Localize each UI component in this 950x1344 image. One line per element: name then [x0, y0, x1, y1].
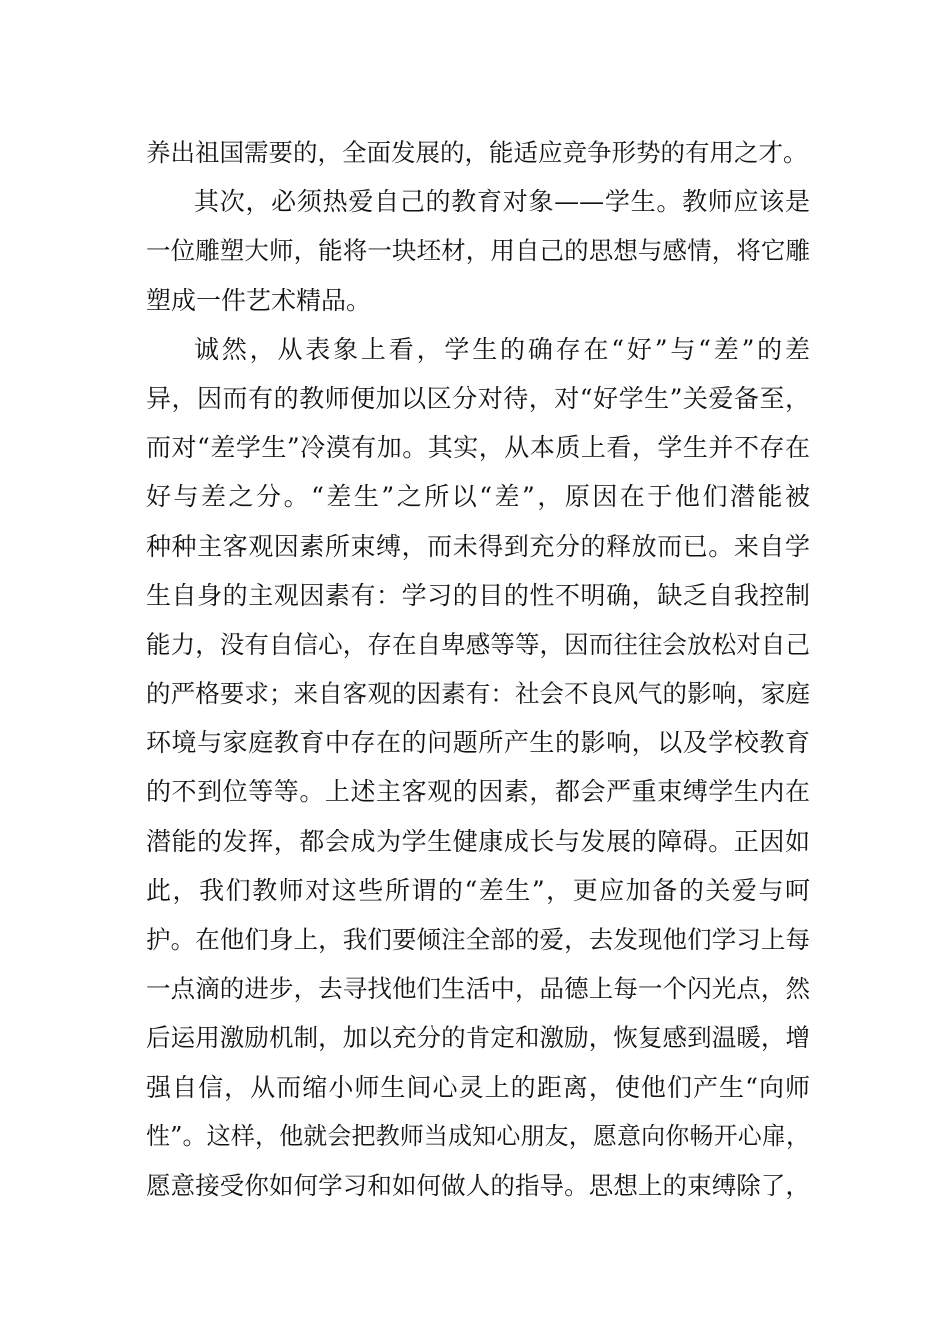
text-line: 强自信，从而缩小师生间心灵上的距离，使他们产生“向师 — [146, 1072, 810, 1102]
text-line: 异，因而有的教师便加以区分对待，对“好学生”关爱备至， — [146, 383, 810, 413]
paragraph-start-line: 诚然，从表象上看，学生的确存在“好”与“差”的差 — [194, 334, 810, 364]
text-line: 环境与家庭教育中存在的问题所产生的影响，以及学校教育 — [146, 728, 810, 758]
text-line: 能力，没有自信心，存在自卑感等等，因而往往会放松对自己 — [146, 629, 810, 659]
text-line: 养出祖国需要的，全面发展的，能适应竞争形势的有用之才。 — [146, 138, 808, 167]
text-line: 护。在他们身上，我们要倾注全部的爱，去发现他们学习上每 — [146, 925, 810, 954]
text-line: 种种主客观因素所束缚，而未得到充分的释放而已。来自学 — [146, 531, 810, 561]
paragraph-start-line: 其次，必须热爱自己的教育对象——学生。教师应该是 — [194, 187, 810, 217]
text-line: 潜能的发挥，都会成为学生健康成长与发展的障碍。正因如 — [146, 826, 810, 856]
text-line: 生自身的主观因素有：学习的目的性不明确，缺乏自我控制 — [146, 580, 810, 610]
text-line: 此，我们教师对这些所谓的“差生”，更应加备的关爱与呵 — [146, 875, 810, 905]
text-line: 的严格要求；来自客观的因素有：社会不良风气的影响，家庭 — [146, 679, 810, 709]
text-line: 而对“差学生”冷漠有加。其实，从本质上看，学生并不存在 — [146, 433, 810, 463]
body-text — [146, 128, 810, 1210]
text-line: 一点滴的进步，去寻找他们生活中，品德上每一个闪光点，然 — [146, 974, 810, 1004]
text-line: 塑成一件艺术精品。 — [146, 285, 372, 315]
text-line: 愿意接受你如何学习和如何做人的指导。思想上的束缚除了， — [146, 1170, 810, 1200]
text-line: 后运用激励机制，加以充分的肯定和激励，恢复感到温暖，增 — [146, 1023, 810, 1053]
text-line: 的不到位等等。上述主客观的因素，都会严重束缚学生内在 — [146, 777, 810, 807]
text-line: 一位雕塑大师，能将一块坯材，用自己的思想与感情，将它雕 — [146, 236, 810, 266]
text-line: 性”。这样，他就会把教师当成知心朋友，愿意向你畅开心扉， — [146, 1121, 810, 1150]
text-line: 好与差之分。“差生”之所以“差”，原因在于他们潜能被 — [146, 482, 810, 512]
